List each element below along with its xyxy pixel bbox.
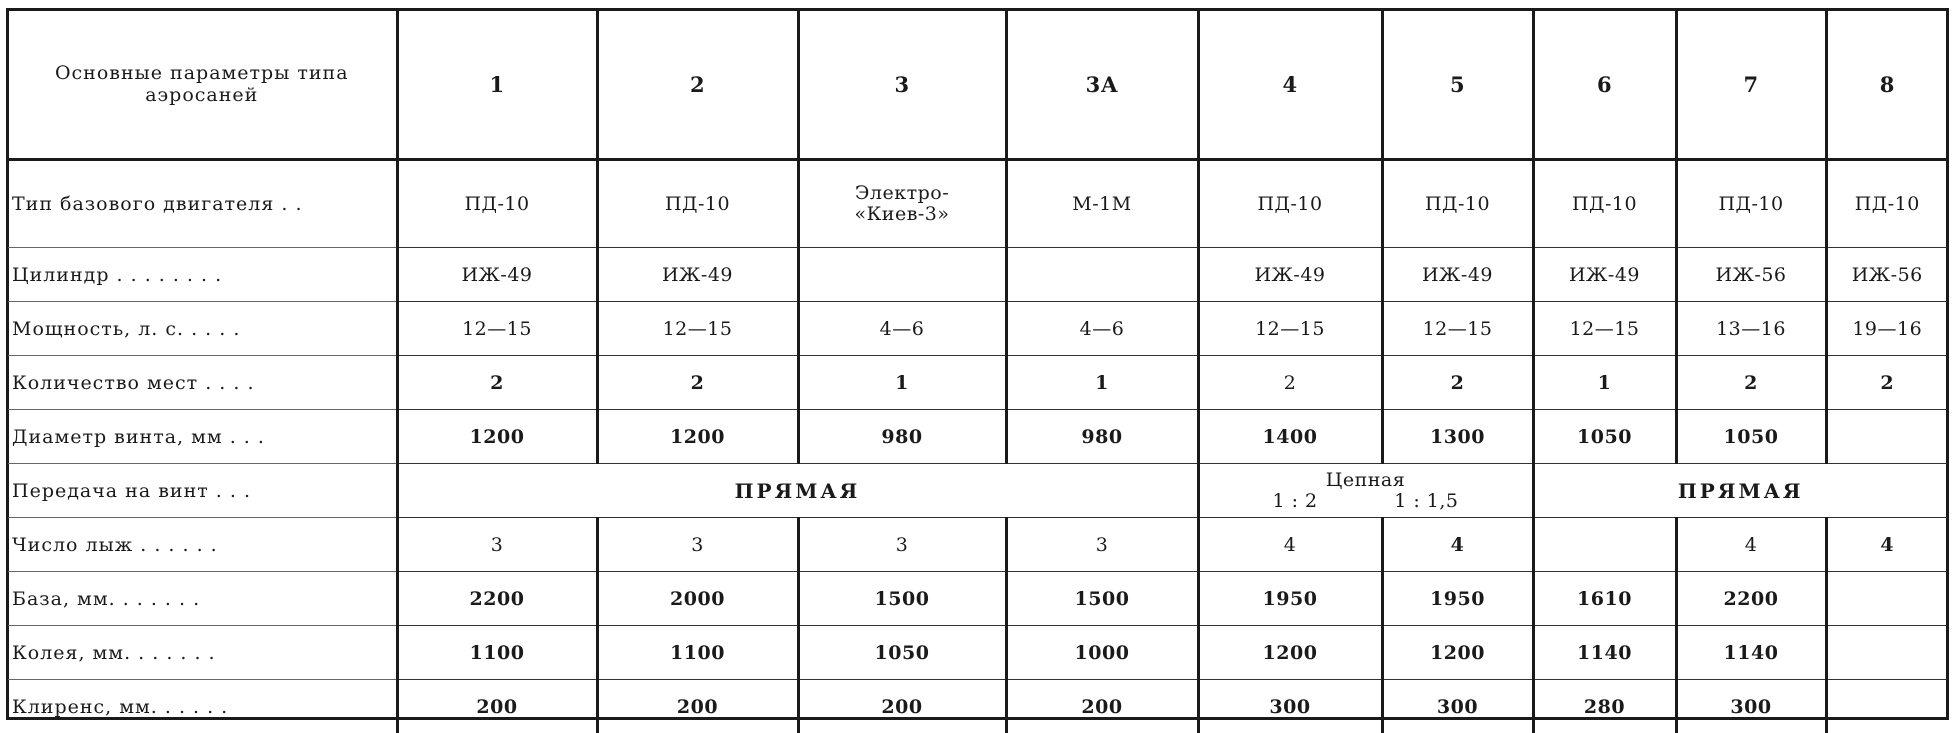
table-cell (1006, 248, 1198, 302)
table-cell: 12—15 (1198, 302, 1382, 356)
table-cell: 4 (1382, 518, 1533, 572)
row-label: Мощность, л. с. . . . . (8, 302, 397, 356)
table-cell: ПД-10 (1382, 160, 1533, 248)
table-cell: 1610 (1533, 572, 1676, 626)
parameters-table (8, 10, 1947, 733)
table-cell: 1050 (798, 626, 1006, 680)
table-row (8, 626, 1947, 680)
row-label: Диаметр винта, мм . . . (8, 410, 397, 464)
column-header: 7 (1676, 10, 1826, 160)
table-cell: ИЖ-49 (1382, 248, 1533, 302)
table-cell: ПД-10 (397, 160, 597, 248)
chain-title: Цепная (1326, 470, 1405, 491)
table-cell: 2 (1198, 356, 1382, 410)
table-cell: 3 (397, 518, 597, 572)
table-cell: 4 (1198, 518, 1382, 572)
table-cell: 200 (798, 680, 1006, 733)
table-cell: 1140 (1533, 626, 1676, 680)
table-cell: М-1М (1006, 160, 1198, 248)
table-cell: 1300 (1382, 410, 1533, 464)
chain-ratio: 1 : 2 (1272, 491, 1317, 512)
table-cell: 300 (1198, 680, 1382, 733)
table-cell: 4 (1826, 518, 1947, 572)
table-cell: 1050 (1533, 410, 1676, 464)
column-header: 6 (1533, 10, 1676, 160)
table-cell: ИЖ-49 (597, 248, 798, 302)
table-cell: 1200 (597, 410, 798, 464)
table-cell: Электро- «Киев-3» (798, 160, 1006, 248)
table-cell (1533, 518, 1676, 572)
table-cell: 3 (798, 518, 1006, 572)
table-cell: 300 (1676, 680, 1826, 733)
table-cell: ИЖ-56 (1826, 248, 1947, 302)
table-cell: 1500 (798, 572, 1006, 626)
table-cell: 300 (1382, 680, 1533, 733)
table-cell: 4—6 (798, 302, 1006, 356)
row-label: Количество мест . . . . (8, 356, 397, 410)
column-header: 2 (597, 10, 798, 160)
row-label: Передача на винт . . . (8, 464, 397, 518)
table-cell: 200 (1006, 680, 1198, 733)
table-cell: 1950 (1382, 572, 1533, 626)
column-header: 1 (397, 10, 597, 160)
table-cell: 2 (1826, 356, 1947, 410)
table-cell: ПД-10 (1676, 160, 1826, 248)
table-cell: 2000 (597, 572, 798, 626)
table-cell: 1000 (1006, 626, 1198, 680)
table-cell: ИЖ-49 (1198, 248, 1382, 302)
table-cell: 1100 (597, 626, 798, 680)
table-cell: 4—6 (1006, 302, 1198, 356)
table-cell: 1 (1006, 356, 1198, 410)
table-cell (798, 248, 1006, 302)
table-cell: 200 (397, 680, 597, 733)
table-cell: 980 (1006, 410, 1198, 464)
table-cell: ИЖ-49 (1533, 248, 1676, 302)
table-cell: ПД-10 (1826, 160, 1947, 248)
table-cell: 1140 (1676, 626, 1826, 680)
row-label: Число лыж . . . . . . (8, 518, 397, 572)
table-cell: 2 (397, 356, 597, 410)
column-header: 3А (1006, 10, 1198, 160)
table-cell: 1 (1533, 356, 1676, 410)
header-row (8, 10, 1947, 160)
table-cell: 1200 (1382, 626, 1533, 680)
table-cell: 200 (597, 680, 798, 733)
table-cell: ПД-10 (1198, 160, 1382, 248)
table-cell: ИЖ-56 (1676, 248, 1826, 302)
table-row (8, 680, 1947, 733)
table-row (8, 356, 1947, 410)
table-row (8, 410, 1947, 464)
table-cell: ИЖ-49 (397, 248, 597, 302)
row-label: Клиренс, мм. . . . . . (8, 680, 397, 733)
table-cell (1826, 410, 1947, 464)
table-cell: 2200 (397, 572, 597, 626)
row-label: Цилиндр . . . . . . . . (8, 248, 397, 302)
row-label: Тип базового двигателя . . (8, 160, 397, 248)
table-cell: 1050 (1676, 410, 1826, 464)
column-header: 4 (1198, 10, 1382, 160)
table-cell: 1500 (1006, 572, 1198, 626)
table-row (8, 518, 1947, 572)
merged-cell-chain (1198, 464, 1533, 518)
table-cell: 2 (597, 356, 798, 410)
table-row (8, 572, 1947, 626)
table-cell (1826, 626, 1947, 680)
column-header: 5 (1382, 10, 1533, 160)
table-cell: 19—16 (1826, 302, 1947, 356)
table-cell: 980 (798, 410, 1006, 464)
table-cell: 12—15 (1382, 302, 1533, 356)
table-cell: 280 (1533, 680, 1676, 733)
table-row (8, 464, 1947, 518)
table-row (8, 302, 1947, 356)
table-cell: 12—15 (597, 302, 798, 356)
table-cell: 1100 (397, 626, 597, 680)
table-cell: 3 (597, 518, 798, 572)
row-label: База, мм. . . . . . . (8, 572, 397, 626)
table-row (8, 160, 1947, 248)
table-cell: 1200 (1198, 626, 1382, 680)
table-cell: 1200 (397, 410, 597, 464)
table-cell: ПД-10 (1533, 160, 1676, 248)
table-cell: 2 (1382, 356, 1533, 410)
column-header: 3 (798, 10, 1006, 160)
table-cell: 3 (1006, 518, 1198, 572)
chain-ratio: 1 : 1,5 (1394, 491, 1458, 512)
table-cell: ПД-10 (597, 160, 798, 248)
header-label: Основные параметры типа аэросаней (8, 10, 397, 160)
merged-cell-direct: ПРЯМАЯ (1533, 464, 1947, 518)
row-label: Колея, мм. . . . . . . (8, 626, 397, 680)
column-header: 8 (1826, 10, 1947, 160)
table-cell: 2200 (1676, 572, 1826, 626)
table-cell (1826, 680, 1947, 733)
table-cell: 13—16 (1676, 302, 1826, 356)
table-cell: 1400 (1198, 410, 1382, 464)
table-cell: 4 (1676, 518, 1826, 572)
table-row (8, 248, 1947, 302)
table-cell: 1 (798, 356, 1006, 410)
table-cell: 1950 (1198, 572, 1382, 626)
table-cell: 12—15 (397, 302, 597, 356)
table-cell: 2 (1676, 356, 1826, 410)
table-cell: 12—15 (1533, 302, 1676, 356)
merged-cell-direct: ПРЯМАЯ (397, 464, 1198, 518)
table-cell (1826, 572, 1947, 626)
